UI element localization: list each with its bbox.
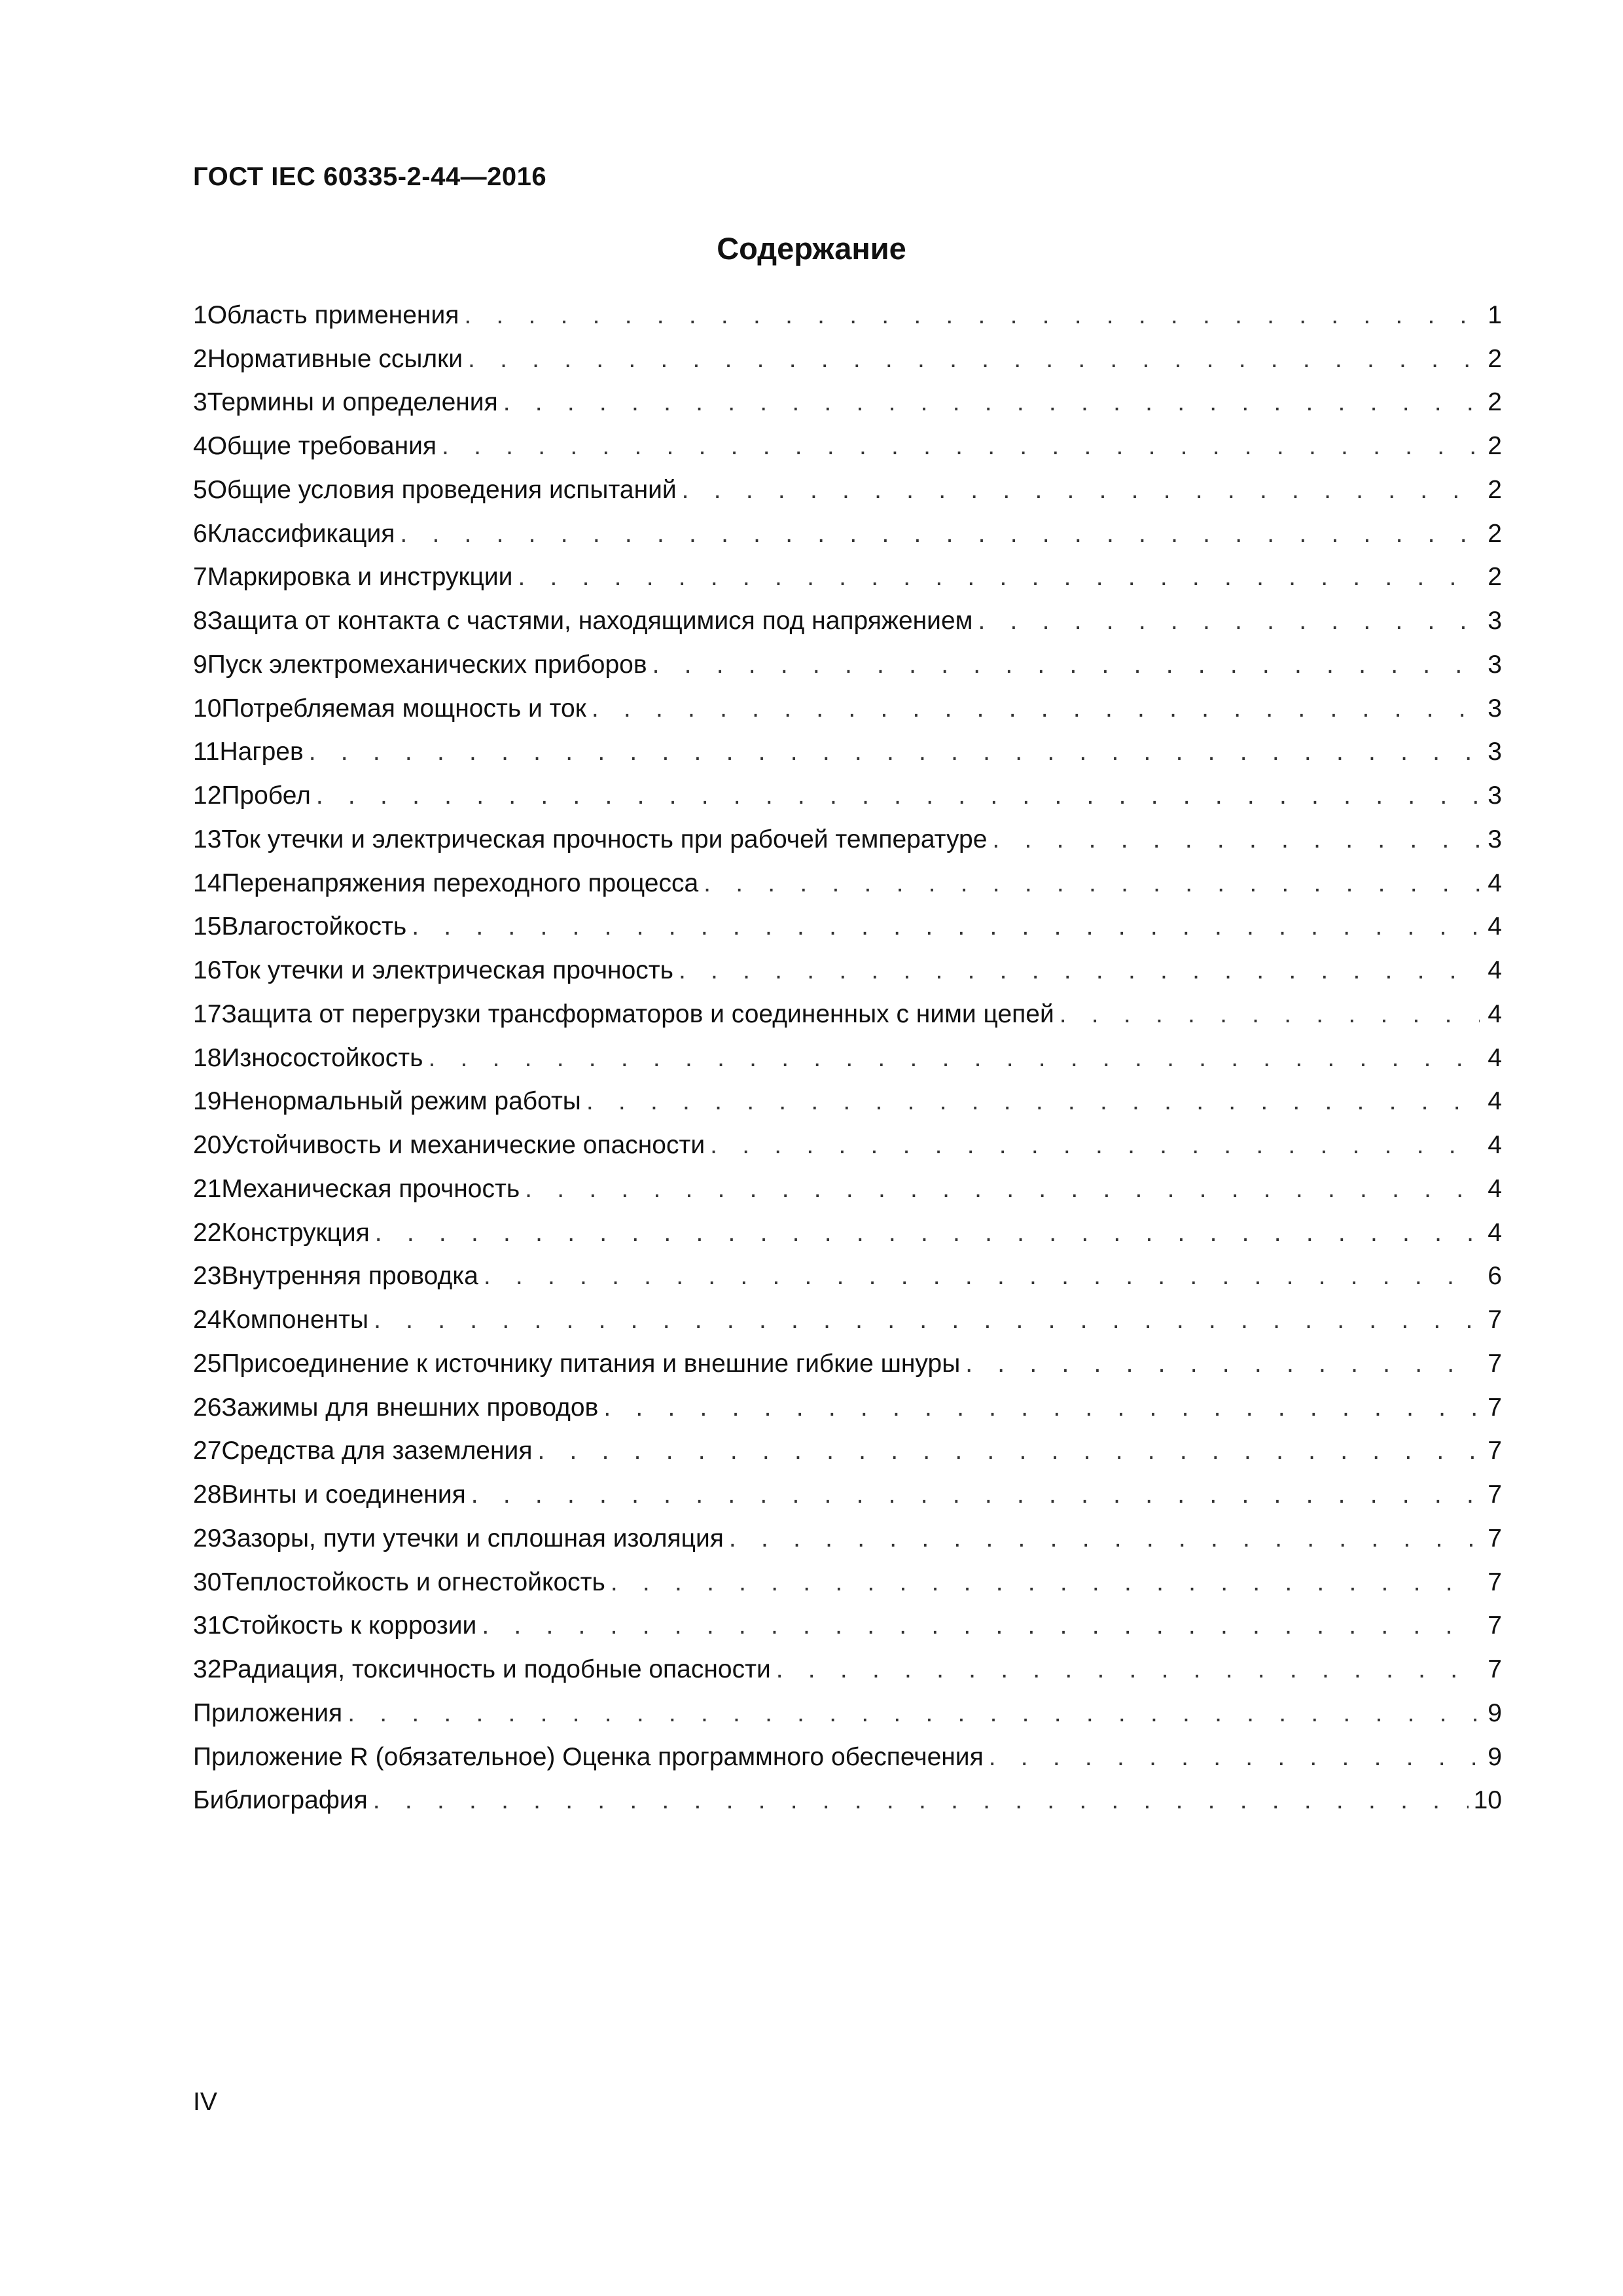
toc-entry-title: Нагрев [219,738,304,766]
toc-dot-leader [374,1307,1480,1333]
toc-entry[interactable] [193,599,1502,643]
toc-entry-page: 7 [1488,1437,1502,1465]
toc-entry-title: Устойчивость и механические опасности [221,1131,705,1160]
toc-entry-number: 28 [193,1480,222,1509]
toc-entry[interactable] [193,948,1502,992]
toc-dot-leader [316,783,1480,808]
toc-dot-leader [309,739,1480,764]
toc-entry-page: 7 [1488,1568,1502,1596]
toc-dot-leader [592,696,1480,721]
document-header: ГОСТ IEC 60335-2-44—2016 [193,162,547,191]
toc-entry-number: 7 [193,563,207,592]
toc-entry-number: 9 [193,650,207,679]
toc-dot-leader [484,1263,1480,1289]
toc-entry[interactable] [193,381,1502,425]
toc-dot-leader [482,1613,1480,1638]
toc-entry-page: 3 [1488,738,1502,766]
toc-entry[interactable] [193,992,1502,1036]
toc-entry-page: 3 [1488,607,1502,636]
toc-dot-leader [518,564,1480,590]
toc-entry-title: Общие условия проведения испытаний [207,475,677,504]
toc-entry-title: Теплостойкость и огнестойкость [221,1568,605,1596]
toc-entry[interactable] [193,1036,1502,1080]
toc-entry[interactable] [193,512,1502,556]
toc-entry-page: 2 [1488,388,1502,417]
toc-dot-leader [729,1526,1480,1551]
toc-entry-number: 29 [193,1524,222,1552]
toc-dot-leader [704,870,1480,896]
toc-dot-leader [468,346,1480,372]
toc-dot-leader [1060,1001,1480,1027]
toc-entry-number: 18 [193,1043,222,1072]
toc-entry-page: 2 [1488,475,1502,504]
toc-entry-title: Защита от перегрузки трансформаторов и соединенных с ними цепей [221,999,1054,1028]
toc-entry-number: 27 [193,1437,222,1465]
toc-entry[interactable] [193,1429,1502,1473]
toc-entry-number: 19 [193,1087,222,1116]
toc-entry[interactable] [193,774,1502,817]
toc-entry-title: Классификация [207,519,395,548]
toc-entry-title: Пробел [221,781,311,810]
toc-entry-number: 12 [193,781,222,810]
toc-entry-number: 16 [193,956,222,985]
toc-entry[interactable] [193,817,1502,861]
toc-entry-title: Перенапряжения переходного процесса [221,869,699,897]
toc-entry-page: 4 [1488,1218,1502,1247]
toc-entry-page: 7 [1488,1611,1502,1640]
toc-entry-number: 26 [193,1393,222,1422]
toc-entry-number: 13 [193,825,222,853]
toc-entry-page: 2 [1488,344,1502,373]
toc-dot-leader [373,1787,1469,1813]
toc-dot-leader [776,1657,1480,1682]
toc-entry-number: 1 [193,300,207,329]
toc-dot-leader [375,1220,1480,1246]
toc-dot-leader [400,521,1480,547]
toc-entry-title: Конструкция [221,1218,370,1247]
toc-entry-title: Ненормальный режим работы [221,1087,581,1116]
toc-entry-title: Ток утечки и электрическая прочность [221,956,673,985]
toc-entry-page: 9 [1488,1698,1502,1727]
toc-entry[interactable] [193,1298,1502,1342]
toc-entry-number: 23 [193,1262,222,1291]
toc-entry-title: Термины и определения [207,388,498,417]
toc-entry-page: 3 [1488,781,1502,810]
table-of-contents [193,293,1502,1822]
toc-entry[interactable] [193,905,1502,949]
toc-dot-leader [525,1176,1480,1202]
toc-entry-page: 1 [1488,300,1502,329]
toc-entry[interactable] [193,1560,1502,1604]
toc-entry-page: 4 [1488,956,1502,985]
toc-entry-page: 4 [1488,1087,1502,1116]
toc-entry-page: 2 [1488,519,1502,548]
toc-entry[interactable] [193,1516,1502,1560]
toc-entry-title: Зажимы для внешних проводов [221,1393,599,1422]
toc-entry[interactable] [193,1123,1502,1167]
toc-dot-leader [503,389,1480,415]
toc-entry-number: 30 [193,1568,222,1596]
toc-entry-page: 7 [1488,1655,1502,1684]
toc-dot-leader [428,1045,1480,1071]
toc-entry[interactable] [193,687,1502,730]
toc-entry[interactable] [193,1211,1502,1255]
toc-entry-title: Ток утечки и электрическая прочность при рабочей температуре [221,825,988,853]
toc-entry[interactable] [193,1735,1502,1779]
toc-dot-leader [348,1700,1480,1726]
toc-entry-page: 2 [1488,432,1502,461]
toc-entry-page: 3 [1488,650,1502,679]
toc-dot-leader [537,1438,1480,1463]
toc-dot-leader [412,914,1480,939]
toc-entry-number: 3 [193,388,207,417]
toc-entry[interactable] [193,293,1502,337]
toc-entry-page: 7 [1488,1480,1502,1509]
toc-entry[interactable] [193,424,1502,468]
toc-entry-number: 22 [193,1218,222,1247]
toc-dot-leader [586,1088,1480,1114]
toc-entry-title: Винты и соединения [221,1480,466,1509]
toc-entry-number: 10 [193,694,222,723]
toc-entry-number: 17 [193,999,222,1028]
toc-entry-number: 21 [193,1174,222,1203]
toc-entry-title: Общие требования [207,432,437,461]
toc-entry[interactable] [193,337,1502,381]
toc-entry-title: Стойкость к коррозии [221,1611,477,1640]
toc-entry[interactable] [193,861,1502,905]
toc-entry[interactable] [193,1779,1502,1823]
toc-entry-title: Зазоры, пути утечки и сплошная изоляция [221,1524,724,1552]
toc-entry-number: 5 [193,475,207,504]
toc-entry-title: Потребляемая мощность и ток [221,694,586,723]
toc-entry-title: Износостойкость [221,1043,423,1072]
toc-dot-leader [471,1482,1480,1507]
toc-entry-title: Библиография [193,1786,368,1815]
toc-entry-number: 14 [193,869,222,897]
toc-entry-title: Нормативные ссылки [207,344,463,373]
toc-dot-leader [679,958,1480,983]
toc-entry-page: 7 [1488,1524,1502,1552]
toc-entry[interactable] [193,643,1502,687]
toc-entry-title: Защита от контакта с частями, находящимися под напряжением [207,607,973,636]
toc-entry-number: 24 [193,1306,222,1335]
toc-entry-page: 7 [1488,1306,1502,1335]
toc-entry-page: 7 [1488,1393,1502,1422]
toc-dot-leader [992,827,1480,852]
toc-entry-page: 4 [1488,1043,1502,1072]
toc-entry-number: 11 [193,738,220,766]
toc-entry-page: 7 [1488,1349,1502,1378]
toc-entry-page: 10 [1473,1786,1502,1815]
toc-entry-title: Внутренняя проводка [221,1262,478,1291]
toc-entry-page: 3 [1488,825,1502,853]
toc-dot-leader [978,608,1480,634]
toc-entry-page: 4 [1488,999,1502,1028]
toc-entry-title: Присоединение к источнику питания и внешние гибкие шнуры [221,1349,961,1378]
toc-dot-leader [652,652,1480,677]
toc-entry[interactable] [193,1386,1502,1429]
toc-entry-title: Пуск электромеханических приборов [207,650,647,679]
toc-entry-title: Область применения [207,300,459,329]
toc-entry[interactable] [193,1255,1502,1299]
toc-entry[interactable] [193,468,1502,512]
toc-entry[interactable] [193,1080,1502,1124]
toc-entry-number: 2 [193,344,207,373]
toc-entry-page: 2 [1488,563,1502,592]
toc-dot-leader [989,1744,1480,1770]
toc-entry-page: 6 [1488,1262,1502,1291]
toc-entry-title: Влагостойкость [221,912,407,941]
toc-entry-title: Маркировка и инструкции [207,563,513,592]
toc-entry-number: 8 [193,607,207,636]
toc-entry-page: 3 [1488,694,1502,723]
toc-entry-page: 4 [1488,1174,1502,1203]
toc-entry-number: 6 [193,519,207,548]
toc-entry-title: Приложение R (обязательное) Оценка программного обеспечения [193,1742,984,1771]
toc-entry[interactable] [193,1342,1502,1386]
toc-entry-number: 31 [193,1611,222,1640]
toc-dot-leader [710,1132,1480,1158]
toc-dot-leader [603,1395,1480,1420]
toc-entry-page: 4 [1488,1131,1502,1160]
toc-entry-title: Радиация, токсичность и подобные опасности [221,1655,771,1684]
toc-entry[interactable] [193,1691,1502,1735]
page-number-label: IV [193,2088,217,2116]
toc-title: Содержание [717,231,906,266]
toc-dot-leader [965,1351,1480,1376]
toc-entry-page: 9 [1488,1742,1502,1771]
toc-dot-leader [611,1570,1480,1595]
toc-entry[interactable] [193,1647,1502,1691]
toc-entry[interactable] [193,1604,1502,1648]
toc-entry-title: Приложения [193,1698,343,1727]
toc-entry-page: 4 [1488,912,1502,941]
toc-entry-title: Средства для заземления [221,1437,533,1465]
toc-entry-page: 4 [1488,869,1502,897]
toc-entry-number: 15 [193,912,222,941]
toc-dot-leader [464,302,1480,328]
toc-entry-number: 25 [193,1349,222,1378]
toc-entry[interactable] [193,556,1502,600]
toc-dot-leader [442,433,1480,459]
toc-entry-title: Компоненты [221,1306,369,1335]
toc-dot-leader [682,477,1480,503]
toc-entry[interactable] [193,730,1502,774]
toc-entry[interactable] [193,1167,1502,1211]
toc-entry-number: 4 [193,432,207,461]
toc-entry-number: 32 [193,1655,222,1684]
toc-entry-number: 20 [193,1131,222,1160]
toc-entry[interactable] [193,1473,1502,1516]
toc-entry-title: Механическая прочность [221,1174,520,1203]
